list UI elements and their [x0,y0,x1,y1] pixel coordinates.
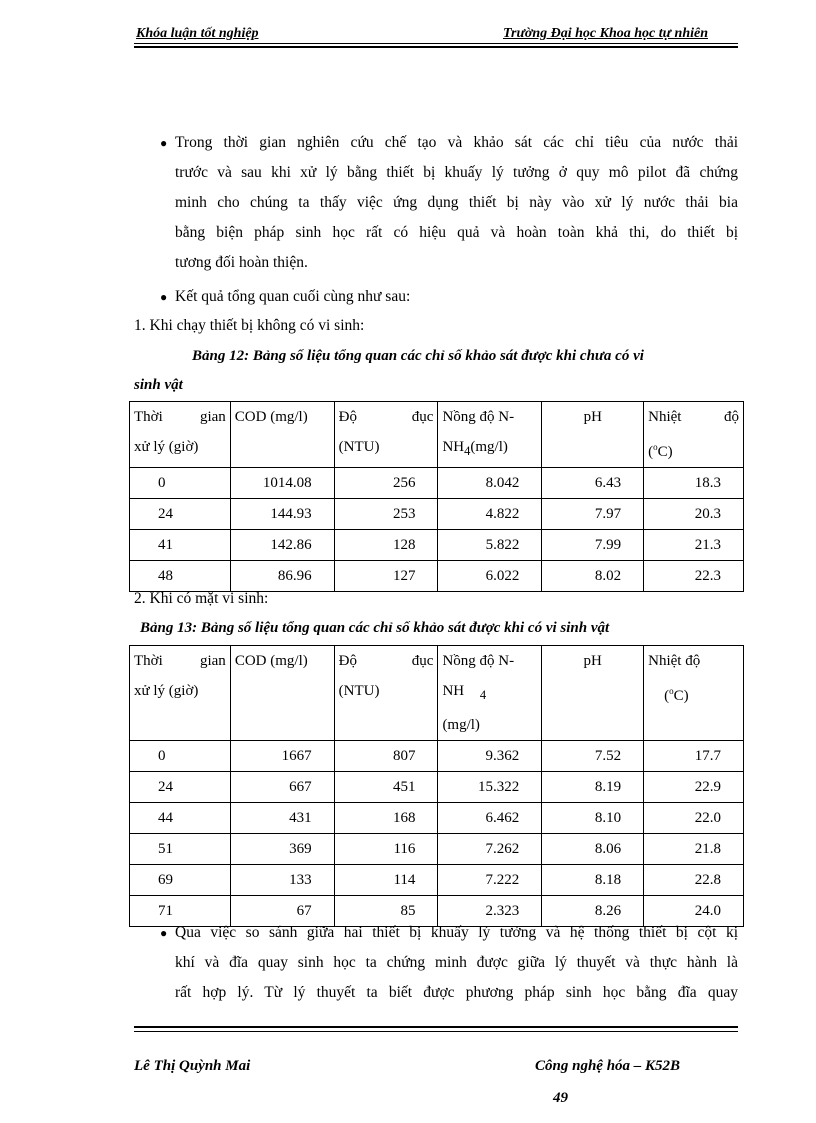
para3-line-1: Qua việc so sánh giữa hai thiết bị khuấy lý tưởng và hệ thống thiết bị cột kị [175,924,738,941]
bullet2-text: Kết quả tổng quan cuối cùng như sau: [175,288,411,305]
header-thesis-title: Khóa luận tốt nghiệp [136,26,259,41]
table13-header-time: Thời gian xử lý (giờ) [130,646,231,741]
table-13 [129,645,744,927]
table12-header-row [130,402,744,468]
para1-line-1: Trong thời gian nghiên cứu chế tạo và khảo sát các chỉ tiêu của nước thải [175,134,738,151]
table-row: 0 1014.08 256 8.042 6.43 18.3 [130,468,744,499]
footer-class: Công nghệ hóa – K52B [535,1058,681,1074]
table-row: 69 133 114 7.222 8.18 22.8 [130,865,744,896]
bullet-icon: ● [160,926,168,940]
para3-line-2: khí và đĩa quay sinh học ta chứng minh được giữa lý thuyết và thực hành là [175,954,738,971]
table12-header-nh4: Nồng độ N- $NH_4(mg/l)$ [438,402,542,468]
table12-caption-line2: sinh vật [134,377,183,393]
footer-author: Lê Thị Quỳnh Mai [134,1058,251,1074]
bullet-paragraph-2 [160,282,738,312]
table-row: 24 667 451 15.322 8.19 22.9 [130,772,744,803]
para1-line-4: bằng biện pháp sinh học rất có hiệu quả và hoàn toàn khả thi, do thiết bị [175,224,738,241]
table12-header-temp: Nhiệt độ ($^o$C) [644,402,744,468]
bullet-icon: ● [160,136,168,150]
table13-caption: Bảng 13: Bảng số liệu tổng quan các chỉ số khảo sát được khi có vi sinh vật [140,620,610,636]
table13-header-temp: Nhiệt độ ($^o$C) [644,646,744,741]
para3-line-3: rất hợp lý. Từ lý thuyết ta biết được phương pháp sinh học bằng đĩa quay [175,984,738,1001]
footer-rule [134,1031,738,1032]
table12-header-time: Thời gian xử lý (giờ) [130,402,231,468]
table12-header-cod: COD (mg/l) [230,402,334,468]
header-rule [134,43,738,44]
header-university: Trường Đại học Khoa học tự nhiên [502,26,708,41]
table-row: 48 86.96 127 6.022 8.02 22.3 [130,561,744,592]
table13-header-nh4: Nồng độ N- NH $_4$ (mg/l) [438,646,542,741]
table13-header-cod: COD (mg/l) [230,646,334,741]
table12-caption: Bảng 12: Bảng số liệu tổng quan các chỉ số khảo sát được khi chưa có vi [192,348,644,364]
table-row: 44 431 168 6.462 8.10 22.0 [130,803,744,834]
bullet-paragraph-1 [160,128,738,278]
para1-line-2: trước và sau khi xử lý bằng thiết bị khuấy lý tưởng ở quy mô pilot đã chứng [175,164,738,181]
item-2: 2. Khi có mặt vi sinh: [134,590,269,607]
table12-header-ph: pH [542,402,644,468]
footer-rule-thick [134,1026,738,1028]
table13-header-ph: pH [542,646,644,741]
table-row: 71 67 85 2.323 8.26 24.0 [130,896,744,927]
table-row: 24 144.93 253 4.822 7.97 20.3 [130,499,744,530]
bullet-icon: ● [160,290,168,304]
table12-header-turbidity: Độ đục (NTU) [334,402,438,468]
footer-page-number: 49 [553,1090,568,1106]
table-12 [129,401,744,592]
para1-line-5: tương đối hoàn thiện. [175,254,308,271]
bullet-paragraph-3 [160,918,738,1008]
item-1: 1. Khi chạy thiết bị không có vi sinh: [134,317,365,334]
table-row: 51 369 116 7.262 8.06 21.8 [130,834,744,865]
table-row: 0 1667 807 9.362 7.52 17.7 [130,741,744,772]
table13-header-turbidity: Độ đục (NTU) [334,646,438,741]
table13-header-row [130,646,744,741]
header-rule-thick [134,46,738,48]
table-row: 41 142.86 128 5.822 7.99 21.3 [130,530,744,561]
para1-line-3: minh cho chúng ta thấy việc ứng dụng thiết bị này vào xử lý nước thải bia [175,194,738,211]
